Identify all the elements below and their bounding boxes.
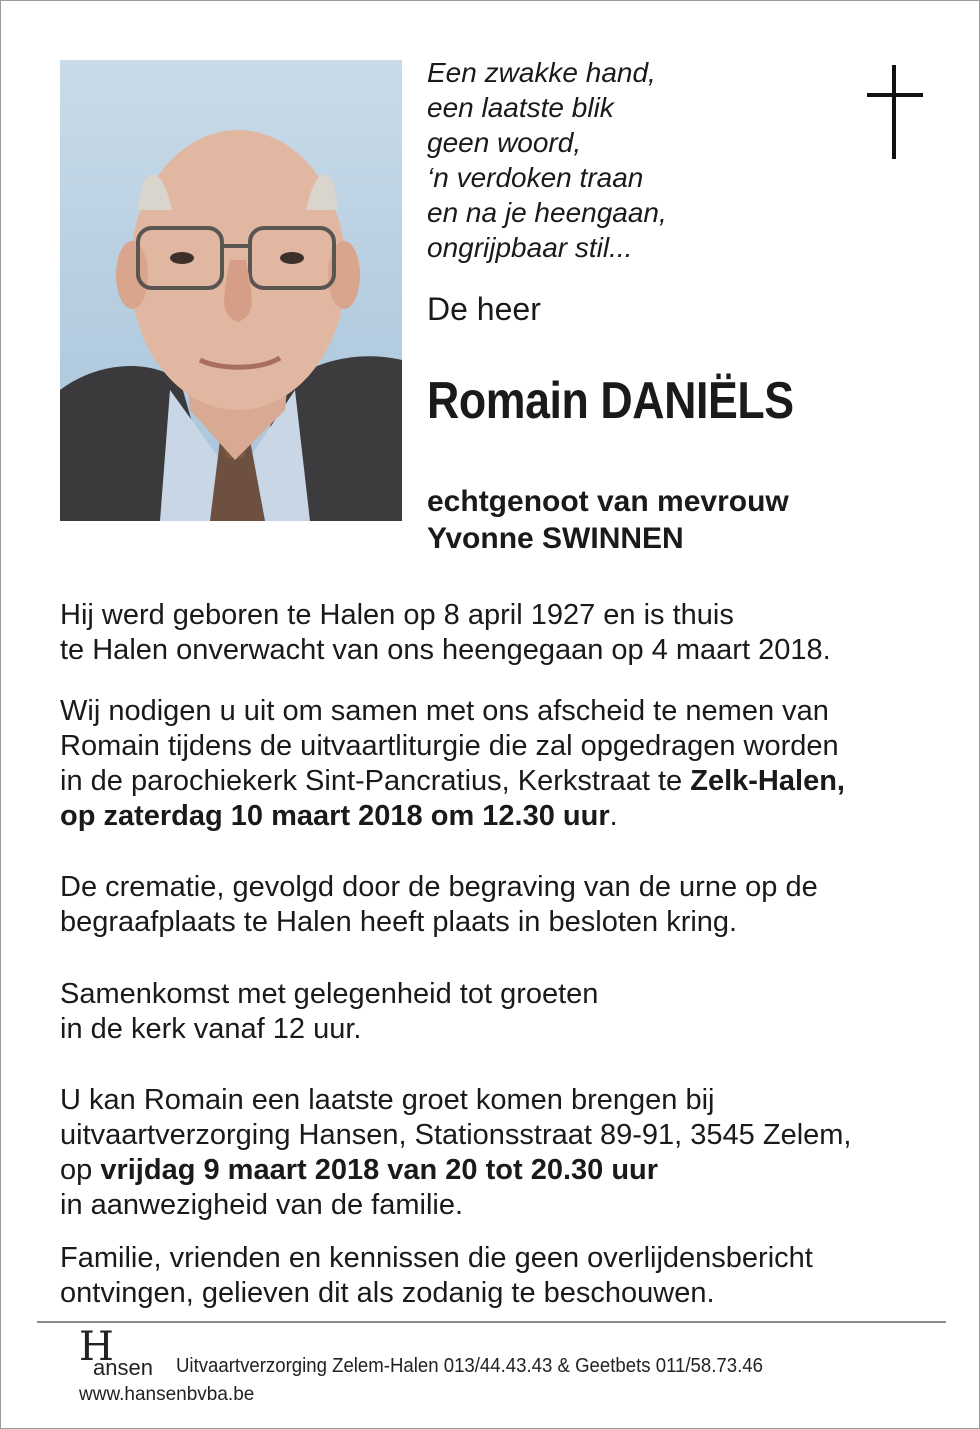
- logo-letter: H: [79, 1324, 114, 1370]
- poem-line: Een zwakke hand,: [427, 57, 656, 88]
- funeral-location-text: in de parochiekerk Sint-Pancratius, Kerkstraat te: [60, 765, 691, 797]
- footer-website[interactable]: www.hansenbvba.be: [79, 1384, 255, 1405]
- deceased-name: Romain DANIËLS: [427, 372, 794, 430]
- birth-line-1: Hij werd geboren te Halen op 8 april 1927 en is thuis: [60, 599, 734, 631]
- closing-line-2: ontvingen, gelieven dit als zodanig te beschouwen.: [60, 1277, 715, 1309]
- funeral-line-2: Romain tijdens de uitvaartliturgie die zal opgedragen worden: [60, 730, 839, 762]
- funeral-date-bold: op zaterdag 10 maart 2018 om 12.30 uur: [60, 800, 610, 832]
- birth-line-2: te Halen onverwacht van ons heengegaan op 4 maart 2018.: [60, 634, 831, 666]
- visit-date-prefix: op: [60, 1154, 101, 1186]
- cross-icon: [867, 65, 923, 159]
- gathering-line-2: in de kerk vanaf 12 uur.: [60, 1013, 362, 1045]
- funeral-line-1: Wij nodigen u uit om samen met ons afscheid te nemen van: [60, 695, 829, 727]
- funeral-line-4: [60, 799, 845, 834]
- spouse-line-1: echtgenoot van mevrouw: [427, 485, 789, 518]
- cremation-line-2: begraafplaats te Halen heeft plaats in besloten kring.: [60, 906, 738, 938]
- visit-paragraph: [60, 1083, 851, 1223]
- memorial-poem: [427, 55, 667, 265]
- poem-line: geen woord,: [427, 127, 582, 158]
- honorific-title: De heer: [427, 291, 541, 327]
- poem-line: en na je heengaan,: [427, 197, 667, 228]
- portrait-illustration: [60, 60, 402, 521]
- poem-line: ongrijpbaar stil...: [427, 232, 633, 263]
- footer-contact-info: Uitvaartverzorging Zelem-Halen 013/44.43.43 & Geetbets 011/58.73.46: [176, 1355, 763, 1377]
- cremation-paragraph: [60, 870, 818, 940]
- cremation-line-1: De crematie, gevolgd door de begraving van de urne op de: [60, 871, 818, 903]
- portrait-photo: [60, 60, 402, 521]
- poem-line: een laatste blik: [427, 92, 614, 123]
- gathering-line-1: Samenkomst met gelegenheid tot groeten: [60, 978, 599, 1010]
- spouse-line-2: Yvonne SWINNEN: [427, 522, 684, 555]
- visit-line-2: uitvaartverzorging Hansen, Stationsstraat 89-91, 3545 Zelem,: [60, 1119, 852, 1151]
- closing-line-1: Familie, vrienden en kennissen die geen overlijdensbericht: [60, 1242, 813, 1274]
- visit-line-4: in aanwezigheid van de familie.: [60, 1189, 464, 1221]
- closing-paragraph: [60, 1241, 813, 1311]
- visit-line-1: U kan Romain een laatste groet komen brengen bij: [60, 1084, 715, 1116]
- gathering-paragraph: [60, 977, 598, 1047]
- funeral-paragraph: [60, 694, 845, 834]
- funeral-date-period: .: [609, 800, 618, 832]
- funeral-line-3: [60, 764, 845, 799]
- spouse-info: [427, 483, 789, 557]
- birth-paragraph: [60, 598, 831, 668]
- footer-brand-name: ansen: [93, 1355, 153, 1380]
- visit-line-3: [60, 1153, 851, 1188]
- visit-date-bold: vrijdag 9 maart 2018 van 20 tot 20.30 uur: [100, 1154, 659, 1186]
- funeral-location-bold: Zelk-Halen,: [690, 765, 845, 797]
- poem-line: ‘n verdoken traan: [427, 162, 644, 193]
